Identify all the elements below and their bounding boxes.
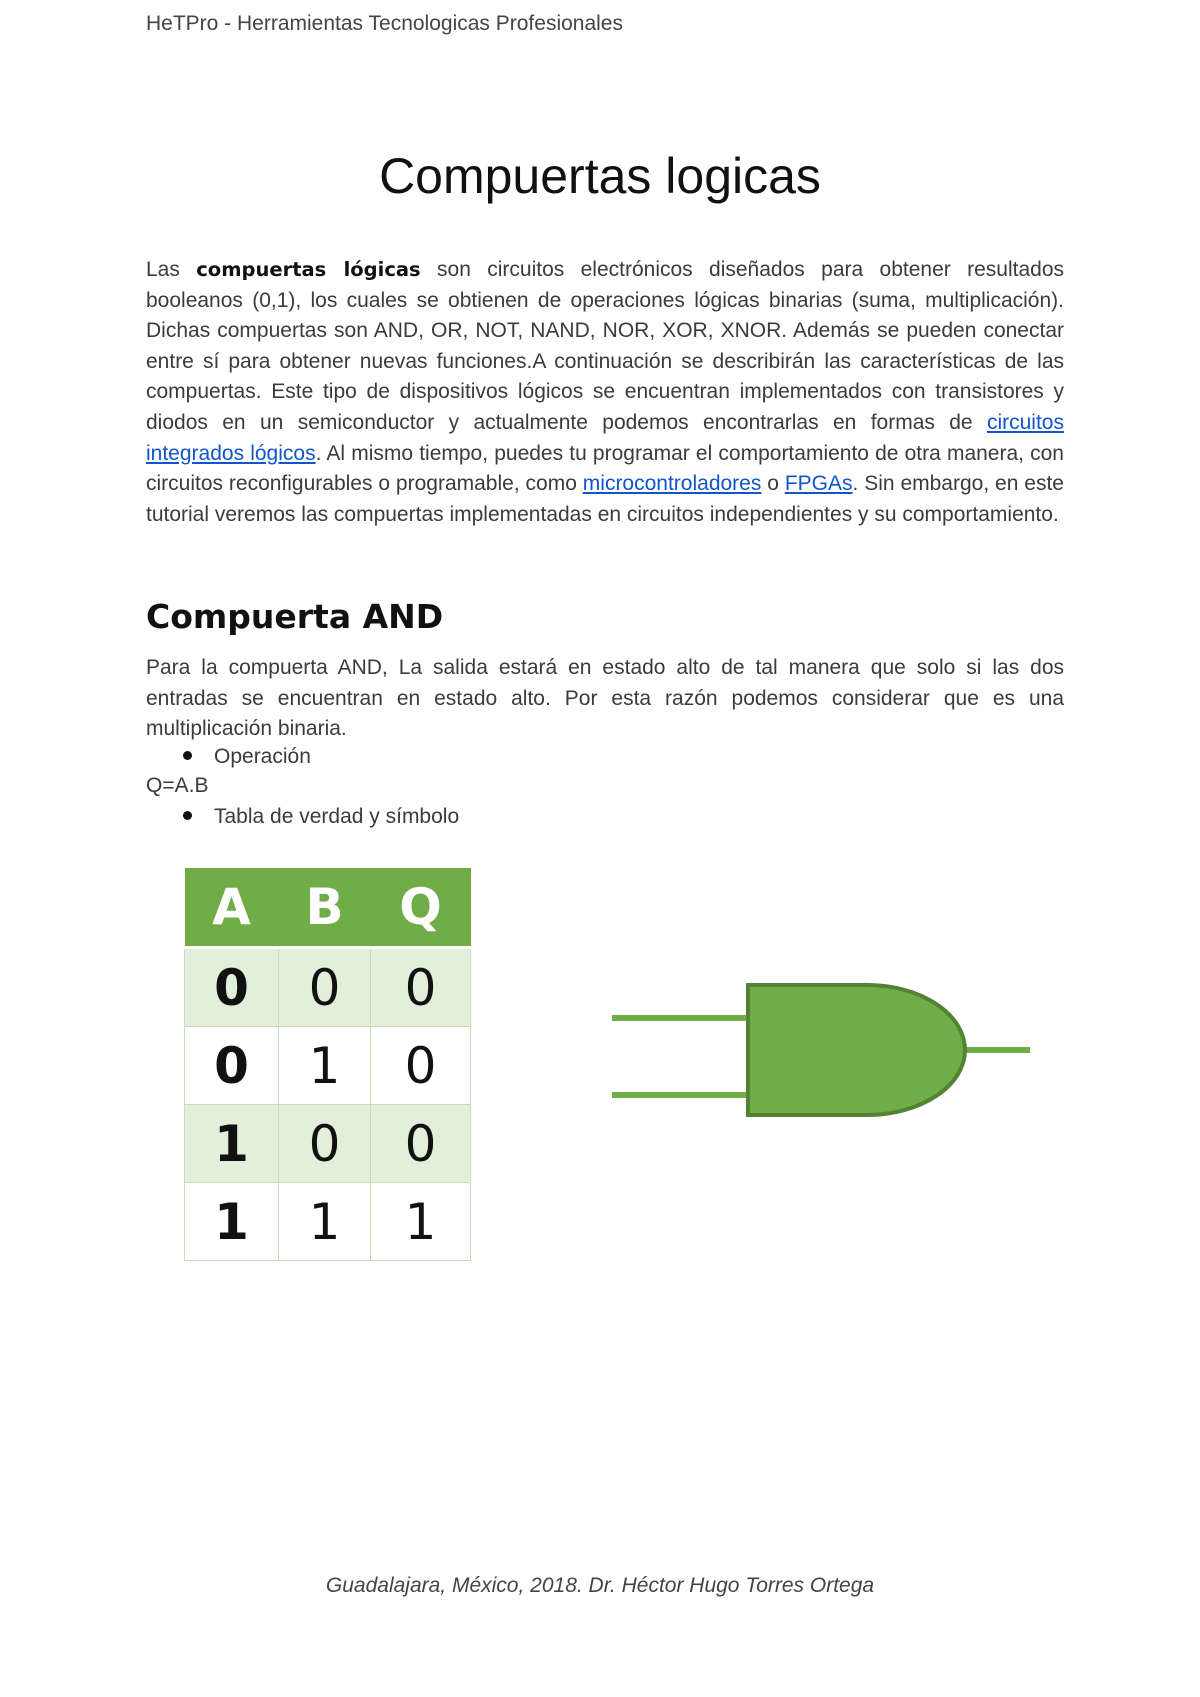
header-cell-b: B xyxy=(279,868,371,948)
intro-bold-term: compuertas lógicas xyxy=(196,258,421,281)
page-footer: Guadalajara, México, 2018. Dr. Héctor Hugo Torres Ortega xyxy=(325,1574,875,1597)
bullet-dot-icon xyxy=(183,751,192,760)
table-row xyxy=(185,1105,471,1183)
table-row xyxy=(185,1027,471,1105)
intro-text-5: . Sin embargo, en este tutorial veremos las compuertas implementadas en circuitos independientes y su comportamiento. xyxy=(146,472,1064,526)
intro-text-4: o xyxy=(761,472,785,496)
gate-body xyxy=(748,985,965,1115)
link-microcontroladores[interactable]: microcontroladores xyxy=(582,472,762,496)
table-row xyxy=(185,948,471,1027)
intro-text-3: . Al mismo tiempo, puedes tu programar el comportamiento de otra manera, con circuitos reconfigurables o programable, como xyxy=(146,441,1064,496)
table-cell: 0 xyxy=(185,948,279,1027)
page-title: Compuertas logicas xyxy=(379,148,821,204)
intro-text-2: son circuitos electrónicos diseñados para obtener resultados booleanos (0,1), los cuales se obtienen de operaciones lógicas binarias (suma, multiplicación). Dichas compuertas son AND, OR, NOT, NAND, NOR, XOR, XNOR. Además se pueden conectar entre sí para obtener nuevas funciones.A continuación se describirán las características de las compuertas. Este tipo de dispositivos lógicos se encuentran implementados con transistores y diodos en un semiconductor y actualmente podemos encontrarlas en formas de xyxy=(146,258,1065,434)
bullet-label: Operación xyxy=(214,745,311,768)
truth-table xyxy=(184,868,471,1261)
bullet-dot-icon xyxy=(183,811,192,820)
formula: Q=A.B xyxy=(146,774,209,797)
header-cell-q: Q xyxy=(371,868,471,948)
section-heading: Compuerta AND xyxy=(146,597,444,636)
truth-table-header-row xyxy=(185,868,471,948)
link-circuitos-integrados[interactable]: circuitos integrados lógicos xyxy=(146,410,1064,465)
link-fpgas[interactable]: FPGAs xyxy=(784,472,853,496)
table-cell: 0 xyxy=(371,1105,471,1183)
and-gate-symbol-icon xyxy=(612,980,1032,1130)
table-cell: 1 xyxy=(185,1105,279,1183)
bullet-tabla xyxy=(183,805,459,829)
page-header: HeTPro - Herramientas Tecnologicas Profesionales xyxy=(146,12,623,35)
table-cell: 0 xyxy=(371,1027,471,1105)
table-cell: 1 xyxy=(371,1183,471,1261)
table-cell: 1 xyxy=(279,1183,371,1261)
section-paragraph: Para la compuerta AND, La salida estará en estado alto de tal manera que solo si las dos entradas se encuentran en estado alto. Por esta razón podemos considerar que es una multiplicación binaria. xyxy=(146,656,1064,741)
table-cell: 1 xyxy=(185,1183,279,1261)
intro-text-1: Las xyxy=(146,258,197,281)
table-cell: 0 xyxy=(279,948,371,1027)
bullet-label: Tabla de verdad y símbolo xyxy=(214,805,460,828)
bullet-operacion xyxy=(183,745,311,769)
table-cell: 0 xyxy=(279,1105,371,1183)
header-cell-a: A xyxy=(185,868,279,948)
table-cell: 0 xyxy=(371,948,471,1027)
intro-paragraph xyxy=(146,255,1064,530)
table-row xyxy=(185,1183,471,1261)
table-cell: 0 xyxy=(185,1027,279,1105)
table-cell: 1 xyxy=(279,1027,371,1105)
